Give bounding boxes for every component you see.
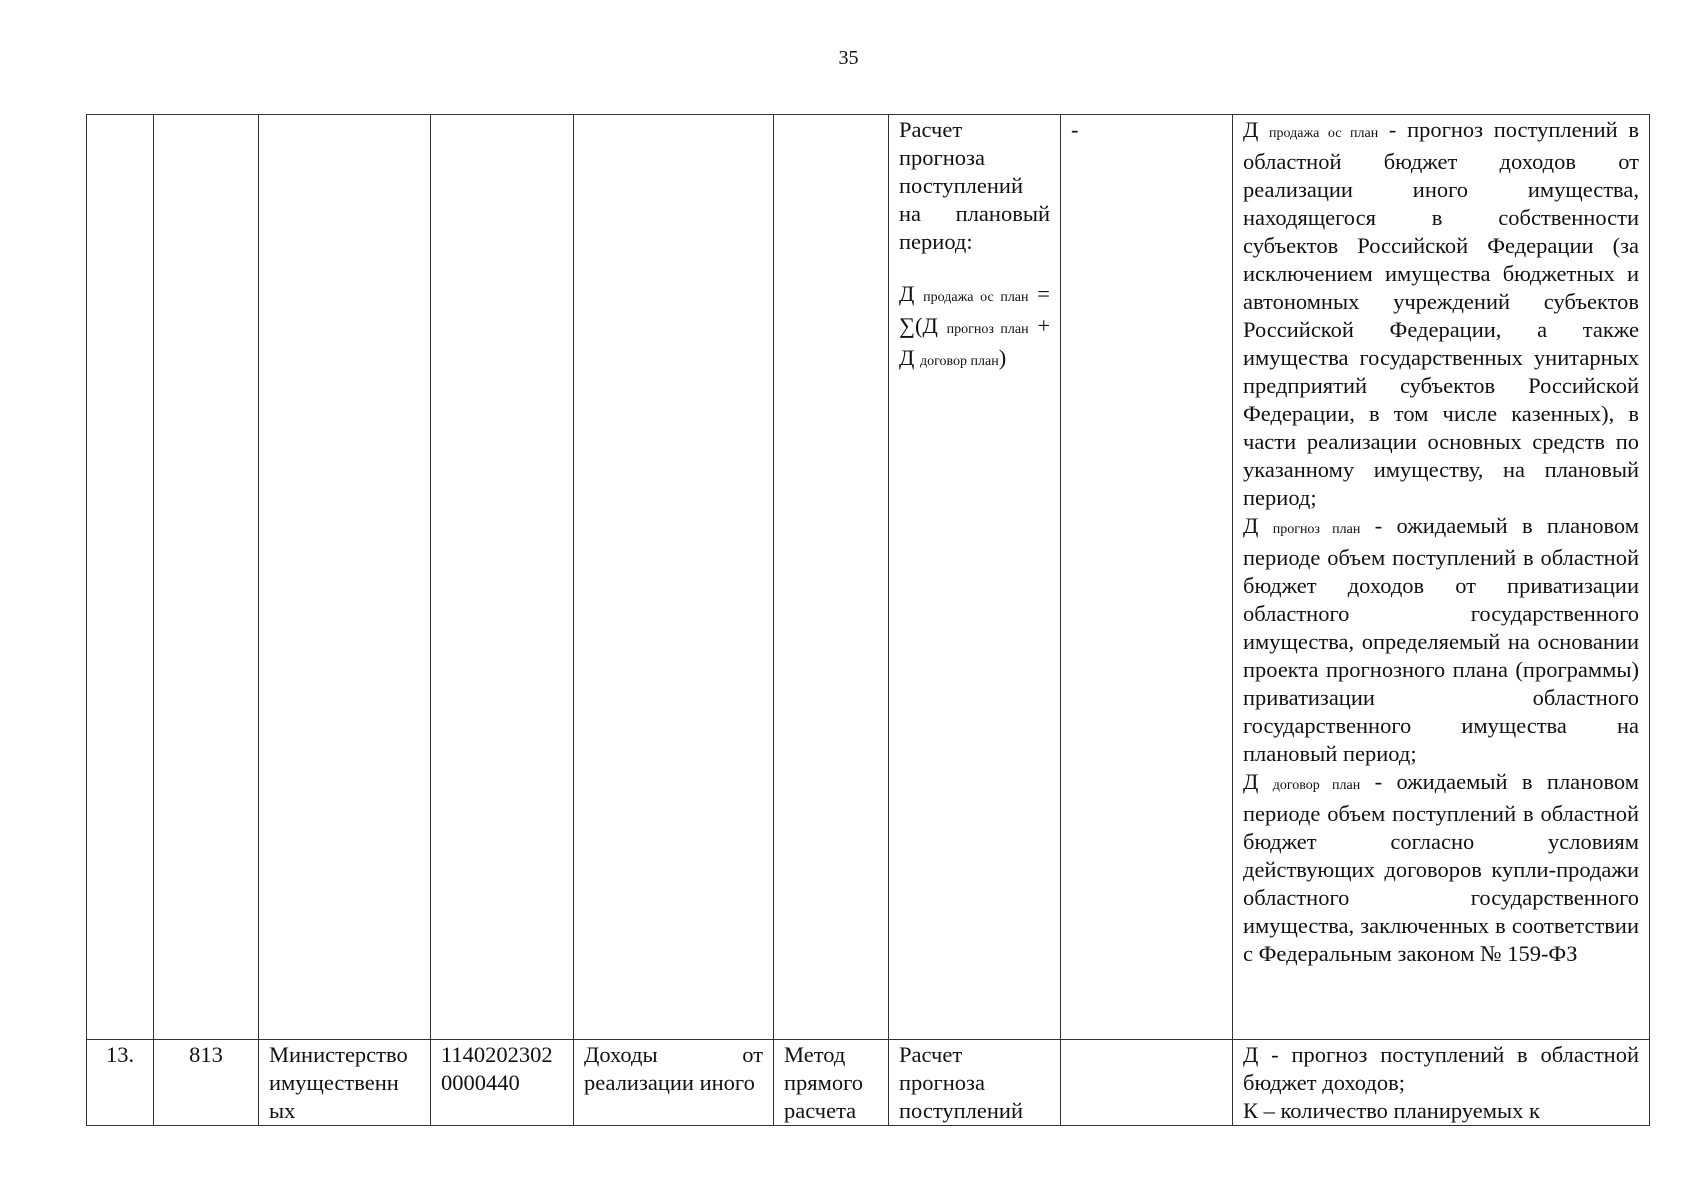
cell-empty-2 xyxy=(154,115,259,1040)
cell-empty-5 xyxy=(574,115,774,1040)
ministry-name: Министерство имущественн ых xyxy=(259,1040,431,1126)
formula-cell xyxy=(889,115,1061,1040)
cell-empty-3 xyxy=(259,115,431,1040)
legend-cell-13 xyxy=(1233,1040,1650,1126)
page-number: 35 xyxy=(838,47,859,69)
row-number: 13. xyxy=(87,1040,154,1126)
cell-empty-1 xyxy=(87,115,154,1040)
revenue-method-table xyxy=(86,114,1650,1126)
kbk-code: 1140202302 0000440 xyxy=(431,1040,574,1126)
legend-item: К – количество планируемых к xyxy=(1243,1098,1540,1123)
legend-item: Д договор план - ожидаемый в плановом периоде объем поступлений в областной бюджет согласно условиям действующих договоров купли-продажи областного государственного имущества, заключенных в соответствии с Федеральным законом № 159-ФЗ xyxy=(1243,769,1639,966)
table-row-continuation xyxy=(87,115,1650,1040)
formula: Д продажа ос план = ∑(Д прогноз план + Д договор план) xyxy=(899,281,1051,370)
formula-label: Расчет прогноза поступлений на плановый период: xyxy=(899,117,1050,254)
method-name: Метод прямого расчета xyxy=(774,1040,889,1126)
table-row-13 xyxy=(87,1040,1650,1126)
admin-code: 813 xyxy=(154,1040,259,1126)
legend-cell xyxy=(1233,115,1650,1040)
cell-empty-6 xyxy=(774,115,889,1040)
cell-empty-4 xyxy=(431,115,574,1040)
income-name: Доходы от реализации иного xyxy=(574,1040,774,1126)
dash-cell: - xyxy=(1061,115,1233,1040)
calc-name: Расчет прогноза поступлений xyxy=(889,1040,1061,1126)
legend-item: Д прогноз план - ожидаемый в плановом периоде объем поступлений в областной бюджет доходов от приватизации областного государственного имущества, определяемый на основании проекта прогнозного плана (программы) приватизации областного государственного имущества на плановый период; xyxy=(1243,513,1639,766)
legend-item: Д продажа ос план - прогноз поступлений в областной бюджет доходов от реализации иного имущества, находящегося в собственности субъектов Российской Федерации (за исключением имущества бюджетных и автономных учреждений субъектов Российской Федерации, а также имущества государственных унитарных предприятий субъектов Российской Федерации, в том числе казенных), в части реализации основных средств по указанному имуществу, на плановый период; xyxy=(1243,117,1640,510)
empty-col8 xyxy=(1061,1040,1233,1126)
legend-item: Д - прогноз поступлений в областной бюджет доходов; xyxy=(1243,1042,1639,1095)
